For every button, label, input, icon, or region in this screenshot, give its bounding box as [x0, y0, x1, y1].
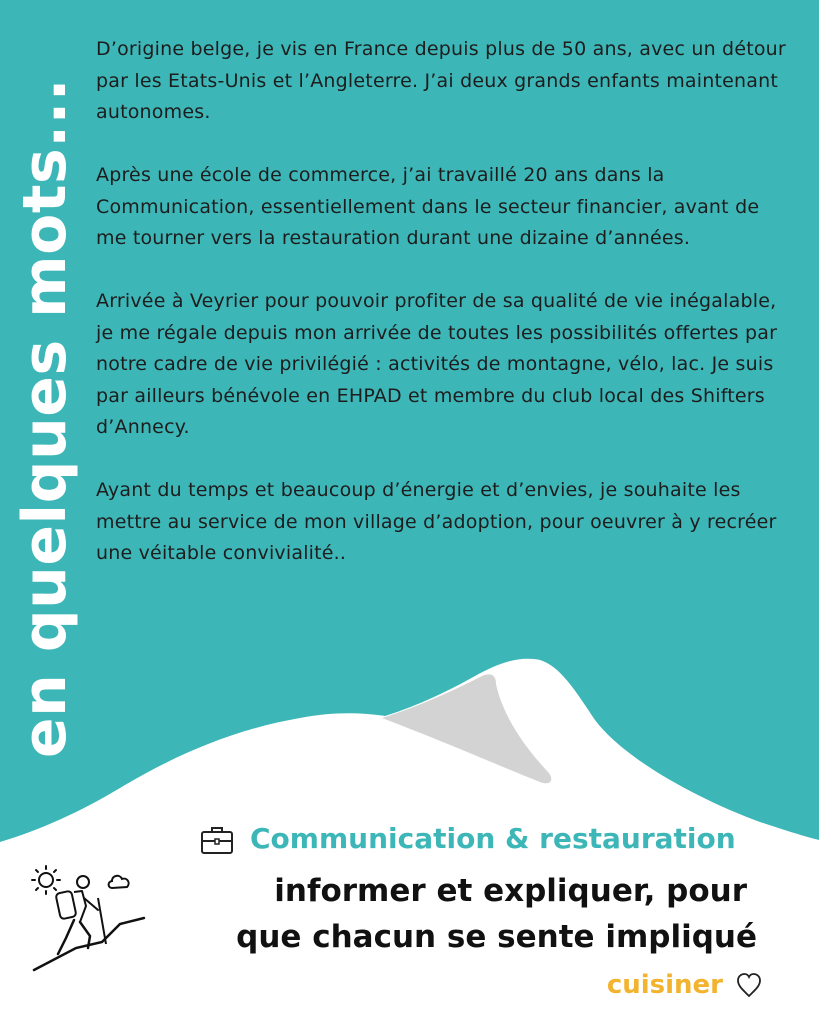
motto-line-2: que chacun se sente impliqué	[236, 919, 757, 955]
hobby	[607, 970, 763, 1000]
motto-line-1: informer et expliquer, pour	[274, 873, 747, 909]
paragraph-career: Après une école de commerce, j’ai travaillé 20 ans dans la Communication, essentiellement dans le secteur financier, avant de me tourner vers la restauration durant une dizaine d’années.	[96, 164, 760, 249]
briefcase-icon	[200, 823, 234, 857]
motto	[236, 868, 757, 960]
hiker-icon	[28, 858, 153, 976]
paragraph-origin: D’origine belge, je vis en France depuis plus de 50 ans, avec un détour par les Etats-Unis et l’Angleterre. J’ai deux grands enfants maintenant autonomes.	[96, 38, 786, 123]
side-title: en quelques mots...	[10, 77, 80, 759]
paragraph-motivation: Ayant du temps et beaucoup d’énergie et d’envies, je souhaite les mettre au service de mon village d’adoption, pour oeuvrer à y recréer une véitable convivialité..	[96, 479, 777, 564]
heart-icon	[735, 971, 763, 999]
hobby-label: cuisiner	[606, 970, 723, 1000]
biography	[96, 34, 796, 601]
paragraph-veyrier: Arrivée à Veyrier pour pouvoir profiter de sa qualité de vie inégalable, je me régale depuis mon arrivée de toutes les possibilités offertes par notre cadre de vie privilégié : activités de montagne, vélo, lac. Je suis par ailleurs bénévole en EHPAD et membre du club local des Shifters d’Annecy.	[96, 290, 778, 438]
side-title-container	[0, 0, 90, 820]
profession-title: Communication & restauration	[250, 822, 736, 855]
